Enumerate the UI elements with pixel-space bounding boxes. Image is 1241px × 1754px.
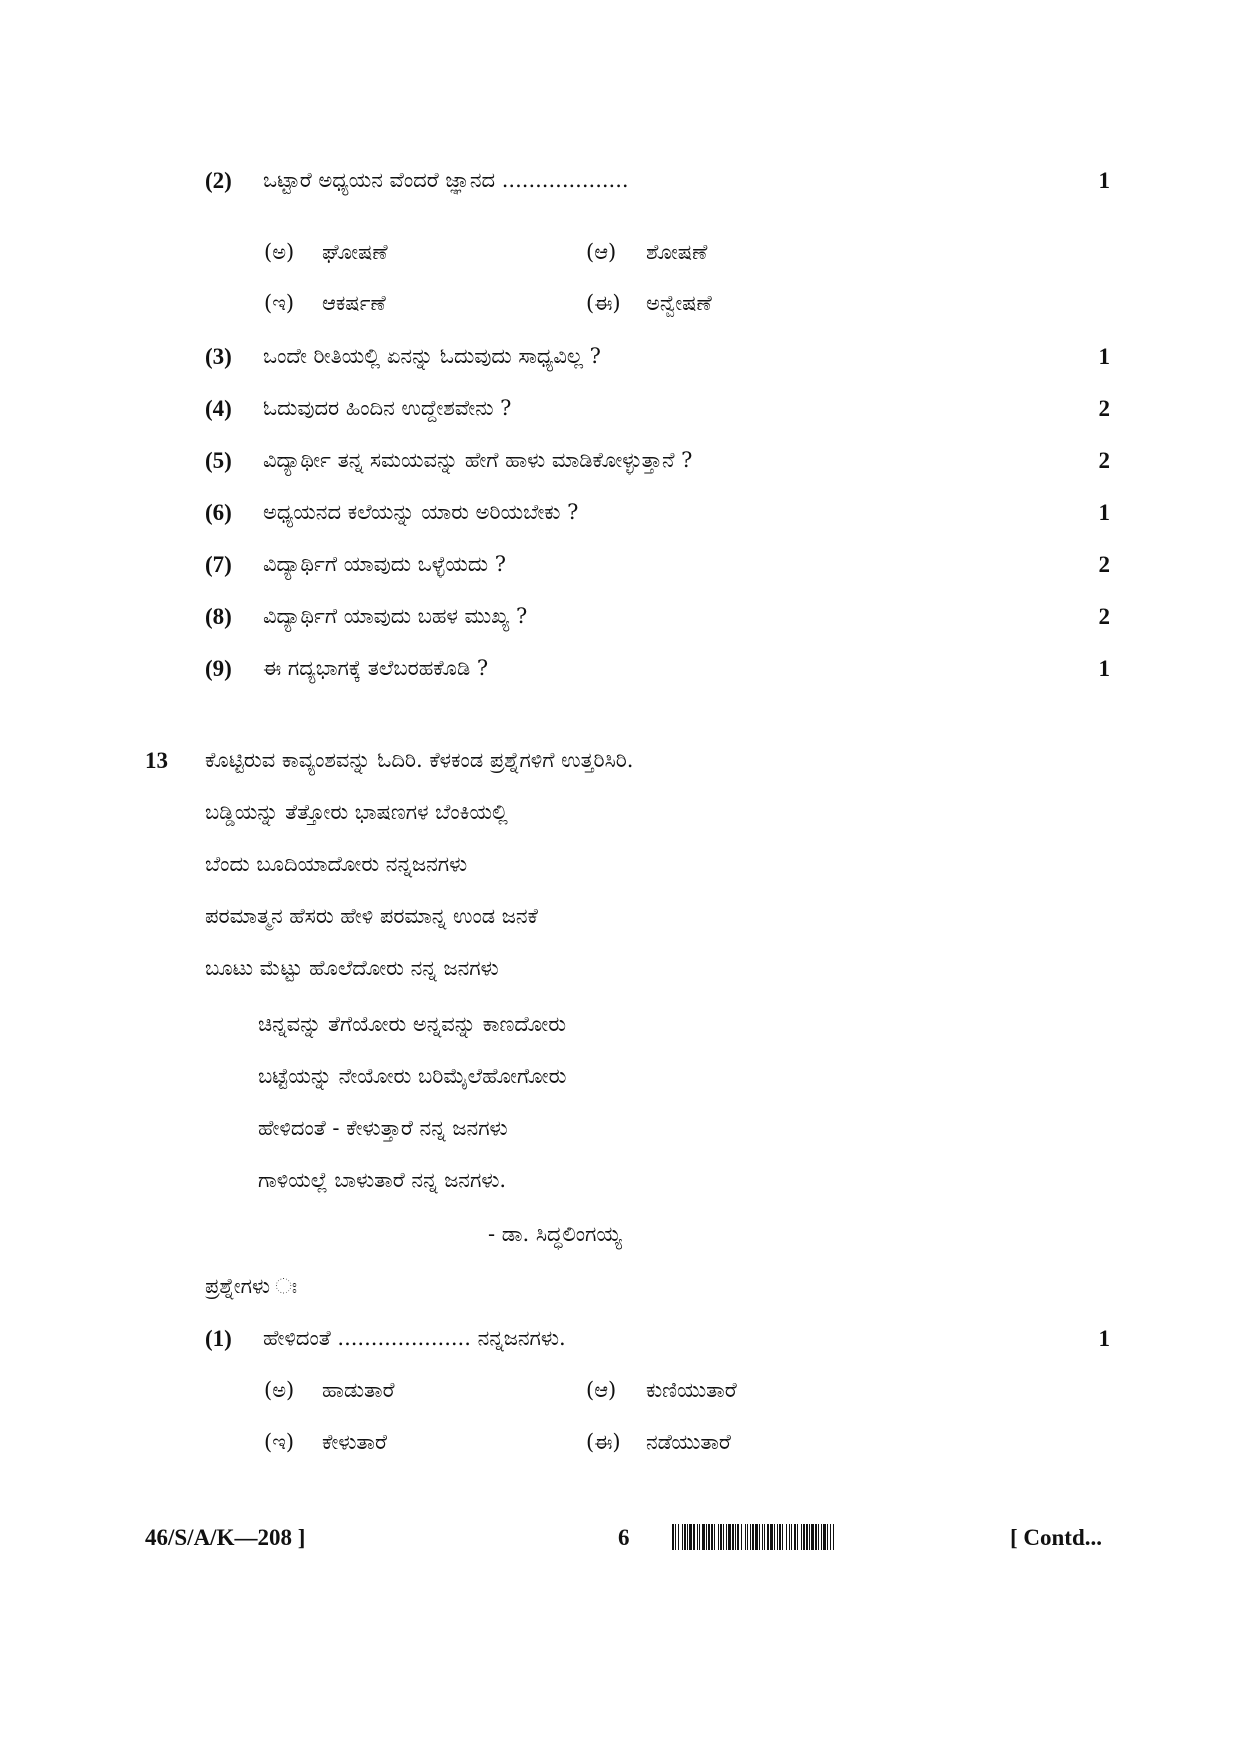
- option-label: (ಇ): [264, 1430, 295, 1454]
- question-text: ಒಟ್ಟಾರೆ ಅಧ್ಯಯನ ವೆಂದರೆ ಜ್ಞಾನದ ...................: [263, 168, 629, 192]
- question-marks: 1: [1098, 1326, 1110, 1351]
- option-text: ಅನ್ವೇಷಣೆ: [646, 291, 712, 315]
- question-text: ಅಧ್ಯಯನದ ಕಲೆಯನ್ನು ಯಾರು ಅರಿಯಬೇಕು ?: [263, 500, 579, 524]
- question-number: (6): [205, 500, 232, 525]
- option-text: ಘೋಷಣೆ: [322, 240, 388, 264]
- question-number-13: 13: [145, 748, 168, 773]
- question-text: ಓದುವುದರ ಹಿಂದಿನ ಉದ್ದೇಶವೇನು ?: [263, 396, 512, 420]
- page-number: 6: [618, 1525, 630, 1550]
- question-marks: 2: [1098, 448, 1110, 473]
- option-label: (ಆ): [586, 1378, 617, 1402]
- poem-line-indented: ಬಟ್ಟೆಯನ್ನು ನೇಯೋರು ಬರಿಮೈಲೆಹೋಗೋರು: [258, 1064, 567, 1088]
- option-label: (ಇ): [264, 291, 295, 315]
- option-label: (ಈ): [586, 291, 621, 315]
- question-marks: 2: [1098, 552, 1110, 577]
- question-number: (5): [205, 448, 232, 473]
- question-number: (8): [205, 604, 232, 629]
- option-label: (ಅ): [264, 240, 295, 264]
- option-label: (ಈ): [586, 1430, 621, 1454]
- question-text: ವಿದ್ಯಾರ್ಥೀ ತನ್ನ ಸಮಯವನ್ನು ಹೇಗೆ ಹಾಳು ಮಾಡಿಕೋಳ್ಳುತ್ತಾನೆ ?: [263, 448, 693, 472]
- option-text: ಕುಣಿಯುತಾರೆ: [646, 1378, 737, 1402]
- question-text: ವಿದ್ಯಾರ್ಥಿಗೆ ಯಾವುದು ಒಳ್ಳೆಯದು ?: [263, 552, 507, 576]
- question-13-instruction: ಕೊಟ್ಟಿರುವ ಕಾವ್ಯಂಶವನ್ನು ಓದಿರಿ. ಕೆಳಕಂಡ ಪ್ರಶ್ನೆಗಳಿಗೆ ಉತ್ತರಿಸಿರಿ.: [205, 748, 634, 772]
- question-text: ಹೇಳಿದಂತೆ .................... ನನ್ನಜನಗಳು.: [263, 1326, 566, 1350]
- poem-author: - ಡಾ. ಸಿದ್ಧಲಿಂಗಯ್ಯ: [488, 1222, 622, 1246]
- question-number: (3): [205, 344, 232, 369]
- paper-code: 46/S/A/K—208 ]: [145, 1525, 306, 1550]
- option-text: ಆಕರ್ಷಣೆ: [322, 291, 386, 315]
- question-number: (4): [205, 396, 232, 421]
- questions-heading: ಪ್ರಶ್ನೇಗಳು ಃ: [205, 1274, 298, 1298]
- contd-label: [ Contd...: [1010, 1525, 1103, 1550]
- barcode: [672, 1524, 1000, 1550]
- question-number: (7): [205, 552, 232, 577]
- question-text: ಈ ಗದ್ಯಭಾಗಕ್ಕೆ ತಲೆಬರಹಕೊಡಿ ?: [263, 656, 489, 680]
- poem-line: ಬೆಂದು ಬೂದಿಯಾದೋರು ನನ್ನಜನಗಳು: [205, 852, 468, 876]
- question-number: (9): [205, 656, 232, 681]
- question-marks: 1: [1098, 168, 1110, 193]
- poem-line-indented: ಗಾಳಿಯಲ್ಲೆ ಬಾಳುತಾರೆ ನನ್ನ ಜನಗಳು.: [258, 1168, 507, 1192]
- question-number: (1): [205, 1326, 232, 1351]
- poem-line: ಪರಮಾತ್ಮನ ಹೆಸರು ಹೇಳಿ ಪರಮಾನ್ನ ಉಂಡ ಜನಕೆ: [205, 904, 538, 928]
- option-text: ಕೇಳುತಾರೆ: [322, 1430, 387, 1454]
- poem-line: ಬೂಟು ಮೆಟ್ಟು ಹೊಲೆದೋರು ನನ್ನ ಜನಗಳು: [205, 956, 499, 980]
- question-text: ಒಂದೇ ರೀತಿಯಲ್ಲಿ ಏನನ್ನು ಓದುವುದು ಸಾಧ್ಯವಿಲ್ಲ ?: [263, 344, 601, 368]
- option-label: (ಅ): [264, 1378, 295, 1402]
- question-marks: 2: [1098, 396, 1110, 421]
- question-marks: 1: [1098, 344, 1110, 369]
- option-text: ನಡೆಯುತಾರೆ: [646, 1430, 731, 1454]
- question-text: ವಿದ್ಯಾರ್ಥಿಗೆ ಯಾವುದು ಬಹಳ ಮುಖ್ಯ ?: [263, 604, 528, 628]
- poem-line-indented: ಚಿನ್ನವನ್ನು ತೆಗೆಯೋರು ಅನ್ನವನ್ನು ಕಾಣದೋರು: [258, 1012, 566, 1036]
- poem-line-indented: ಹೇಳಿದಂತೆ - ಕೇಳುತ್ತಾರೆ ನನ್ನ ಜನಗಳು: [258, 1116, 508, 1140]
- question-marks: 1: [1098, 656, 1110, 681]
- question-number: (2): [205, 168, 232, 193]
- option-text: ಶೋಷಣೆ: [646, 240, 708, 264]
- question-marks: 1: [1098, 500, 1110, 525]
- option-text: ಹಾಡುತಾರೆ: [322, 1378, 395, 1402]
- option-label: (ಆ): [586, 240, 617, 264]
- question-marks: 2: [1098, 604, 1110, 629]
- poem-line: ಬಡ್ಡಿಯನ್ನು ತೆತ್ತೋರು ಭಾಷಣಗಳ ಬೆಂಕಿಯಲ್ಲಿ: [205, 800, 508, 824]
